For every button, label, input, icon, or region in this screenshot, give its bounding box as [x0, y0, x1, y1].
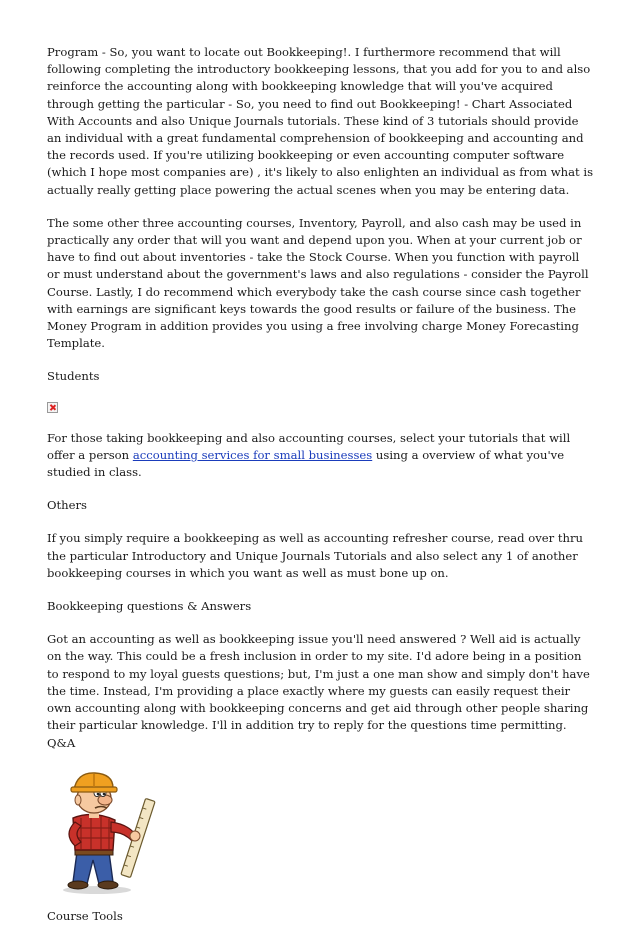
paragraph-students [47, 430, 595, 482]
heading-course-tools: Course Tools [47, 908, 123, 923]
paragraph-students-text-2: using a overview of what you've studied in class. [47, 447, 565, 480]
broken-image-icon [47, 402, 58, 413]
heading-bookkeeping-qa: Bookkeeping questions & Answers [47, 599, 252, 614]
heading-others: Others [47, 498, 87, 513]
paragraph-intro: Program - So, you want to locate out Bookkeeping!. I furthermore recommend that will following completing the introductory bookkeeping lessons, that you add for you to and also reinforce the accounting along with bookkeeping knowledge that will you've acquired through getting the particular - So, you need to find out Bookkeeping! - Chart Associated With Accounts and also Unique Journals tutorials. These kind of 3 tutorials should provide an individual with a great fundamental comprehension of bookkeeping and accounting and the records used. If you're utilizing bookkeeping or even accounting computer software (which I hope most companies are) , it's likely to also enlighten an individual as from what is actually really getting place powering the actual scenes when you may be entering data. [47, 45, 594, 197]
paragraph-other-courses: The some other three accounting courses, Inventory, Payroll, and also cash may be used in practically any order that will you want and depend upon you. When at your current job or have to find out about inventories - take the Stock Course. When you function with payroll or must understand about the government's laws and also regulations - consider the Payroll Course. Lastly, I do recommend which everybody take the cash course since cash together with earnings are significant keys towards the good results or failure of the business. The Money Program in addition provides you using a free involving charge Money Forecasting Template. [47, 215, 589, 351]
accounting-services-link[interactable]: accounting services for small businesses [132, 447, 373, 462]
document-page [47, 44, 595, 941]
cartoon-carpenter-illustration [47, 768, 175, 896]
paragraph-students-text-1: For those taking bookkeeping and also accounting courses, select your tutorials that will offer a person [47, 430, 571, 462]
paragraph-others: If you simply require a bookkeeping as well as accounting refresher course, read over thru the particular Introductory and Unique Journals Tutorials and also select any 1 of another bookkeeping courses in which you want as well as must bone up on. [47, 531, 583, 580]
paragraph-qa: Got an accounting as well as bookkeeping issue you'll need answered ? Well aid is actually on the way. This could be a fresh inclusion in order to my site. I'd adore being in a position to respond to my loyal guests questions; but, I'm just a one man show and simply don't have the time. Instead, I'm providing a place exactly where my guests can easily request their own accounting along with bookkeeping concerns and get aid through other people sharing their particular knowledge. I'll in addition try to reply for the questions time permitting. Q&A [47, 632, 590, 750]
heading-students: Students [47, 369, 100, 384]
